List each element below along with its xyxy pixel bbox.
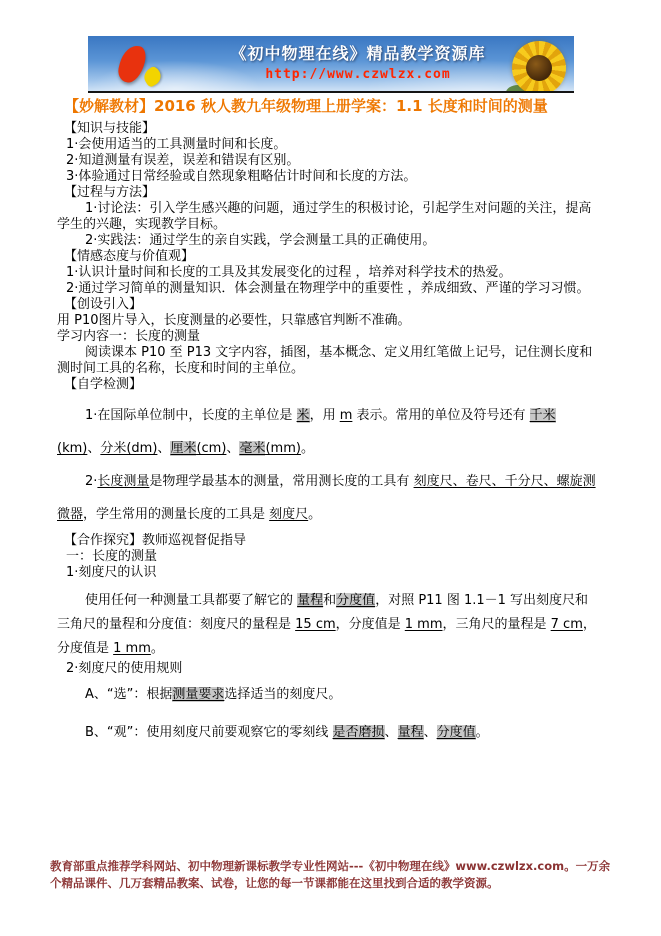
paragraph	[66, 153, 597, 169]
answer-blank-underlined: 长度测量	[97, 474, 150, 489]
answer-blank-shaded: 厘米	[170, 441, 197, 456]
paragraph	[66, 549, 597, 565]
answer-blank-underlined: 7 cm	[550, 617, 583, 632]
text-run: 一：长度的测量	[66, 549, 158, 564]
text-run: 用 P10图片导入，长度测量的必要性，只靠感官判断不准确。	[57, 313, 411, 328]
answer-blank-underlined: 刻度尺	[269, 507, 309, 522]
text-run: 【合作探究】教师巡视督促指导	[64, 533, 247, 548]
text-run: 和	[323, 593, 337, 608]
paragraph	[64, 185, 597, 201]
paragraph	[57, 399, 597, 465]
paragraph	[57, 313, 597, 329]
footer-note: 教育部重点推荐学科网站、初中物理新课标教学专业性网站---《初中物理在线》www.czwlzx.com。一万余个精品课件、几万套精品教案、试卷，让您的每一节课都能在这里找到合适的教学资源。	[50, 859, 611, 890]
paragraph	[66, 265, 597, 281]
text-run: ，用	[309, 408, 340, 423]
answer-blank-underlined: (mm)	[265, 441, 301, 456]
answer-blank-shaded: 分度值	[336, 593, 376, 608]
answer-blank-shaded: 千米	[529, 408, 556, 423]
answer-blank-shaded: 测量要求	[172, 687, 225, 702]
text-run: 2·	[85, 474, 98, 489]
answer-blank-shaded: 分度值	[436, 725, 476, 740]
answer-blank-underlined: 分米(dm)	[100, 441, 158, 456]
sunflower-core-icon	[526, 55, 552, 81]
text-run: 、	[157, 441, 171, 456]
paragraph	[57, 345, 597, 377]
paragraph	[57, 725, 597, 741]
answer-blank-underlined: 1 mm	[404, 617, 443, 632]
text-run: 1·讨论法：引入学生感兴趣的问题，通过学生的积极讨论，引起学生对问题的关注，提高学生的兴趣，实现教学目标。	[57, 201, 592, 232]
answer-blank-underlined: (km)	[57, 441, 88, 456]
text-run: 、	[384, 725, 398, 740]
text-run: 2·实践法：通过学生的亲自实践，学会测量工具的正确使用。	[85, 233, 436, 248]
banner-text-block	[208, 41, 508, 82]
text-run: 。	[475, 725, 489, 740]
answer-blank-underlined: (cm)	[196, 441, 227, 456]
answer-blank-shaded: 量程	[397, 725, 424, 740]
document-body	[57, 121, 597, 741]
paragraph	[64, 121, 597, 137]
text-run: 2·通过学习简单的测量知识．体会测量在物理学中的重要性 ，养成细致、严谨的学习习惯。	[66, 281, 590, 296]
text-run: 选择适当的刻度尺。	[224, 687, 342, 702]
paragraph	[57, 465, 597, 531]
text-run: 1·刻度尺的认识	[66, 565, 157, 580]
text-run: 。	[150, 641, 164, 656]
answer-blank-shaded: 量程	[297, 593, 324, 608]
answer-blank-underlined: 1 mm	[113, 641, 151, 656]
sunflower-icon	[506, 39, 570, 93]
text-run: B、“观”：使用刻度尺前要观察它的零刻线	[85, 725, 333, 740]
paragraph	[66, 169, 597, 185]
answer-blank-shaded: 毫米	[239, 441, 266, 456]
text-run: 、	[87, 441, 101, 456]
text-run: 、	[226, 441, 240, 456]
document-title: 【妙解教材】2016 秋人教九年级物理上册学案：1.1 长度和时间的测量	[64, 97, 548, 115]
answer-blank-shaded: 米	[296, 408, 310, 423]
text-run: ，分度值是	[57, 617, 596, 656]
paragraph	[66, 565, 597, 581]
text-run: ，学生常用的测量长度的工具是	[83, 507, 270, 522]
paragraph	[64, 533, 597, 549]
text-run: 是物理学最基本的测量，常用测长度的工具有	[149, 474, 414, 489]
text-run: 使用任何一种测量工具都要了解它的	[85, 593, 298, 608]
text-run: 【自学检测】	[64, 377, 143, 392]
paragraph	[66, 137, 597, 153]
answer-blank-shaded: 是否磨损	[332, 725, 385, 740]
paragraph	[64, 249, 597, 265]
text-run: 。	[300, 441, 314, 456]
answer-blank-underlined: m	[339, 408, 353, 423]
text-run: ，对照 P11 图 1.1－1 写出刻度尺和三角尺的量程和分度值：刻度尺的量程是	[57, 593, 589, 632]
paragraph	[57, 687, 597, 703]
text-run: 。	[308, 507, 322, 522]
paragraph	[57, 329, 597, 345]
paragraph	[66, 661, 597, 677]
paragraph	[64, 297, 597, 313]
text-run: 1·认识计量时间和长度的工具及其发展变化的过程 ，培养对科学技术的热爱。	[66, 265, 512, 280]
text-run: 【情感态度与价值观】	[64, 249, 195, 264]
text-run: 2·刻度尺的使用规则	[66, 661, 183, 676]
text-run: 【知识与技能】	[64, 121, 156, 136]
text-run: 1·会使用适当的工具测量时间和长度。	[66, 137, 287, 152]
text-run: 表示。常用的单位及符号还有	[352, 408, 530, 423]
site-banner-image	[88, 36, 574, 93]
flame-logo-accent-icon	[141, 65, 164, 88]
text-run: ，三角尺的量程是	[442, 617, 551, 632]
answer-blank-underlined: 刻度尺、卷尺、千分尺、螺旋测微器	[57, 474, 596, 522]
text-run: 3·体验通过日常经验或自然现象粗略估计时间和长度的方法。	[66, 169, 417, 184]
paragraph	[57, 589, 597, 661]
text-run: 2·知道测量有误差，误差和错误有区别。	[66, 153, 300, 168]
site-title: 《初中物理在线》精品教学资源库	[230, 44, 486, 63]
text-run: 、	[423, 725, 437, 740]
text-run: 学习内容一：长度的测量	[57, 329, 201, 344]
answer-blank-underlined: 15 cm	[295, 617, 336, 632]
text-run: 【创设引入】	[64, 297, 143, 312]
text-run: A、“选”：根据	[85, 687, 173, 702]
text-run: 【过程与方法】	[64, 185, 156, 200]
text-run: ，分度值是	[335, 617, 405, 632]
paragraph	[57, 233, 597, 249]
text-run: 阅读课本 P10 至 P13 文字内容，插图，基本概念、定义用红笔做上记号，记住测长度和测时间工具的名称，长度和时间的主单位。	[57, 345, 593, 376]
site-url: http://www.czwlzx.com	[265, 67, 451, 82]
text-run: 1·在国际单位制中，长度的主单位是	[85, 408, 297, 423]
paragraph	[64, 377, 597, 393]
paragraph	[66, 281, 597, 297]
paragraph	[57, 201, 597, 233]
